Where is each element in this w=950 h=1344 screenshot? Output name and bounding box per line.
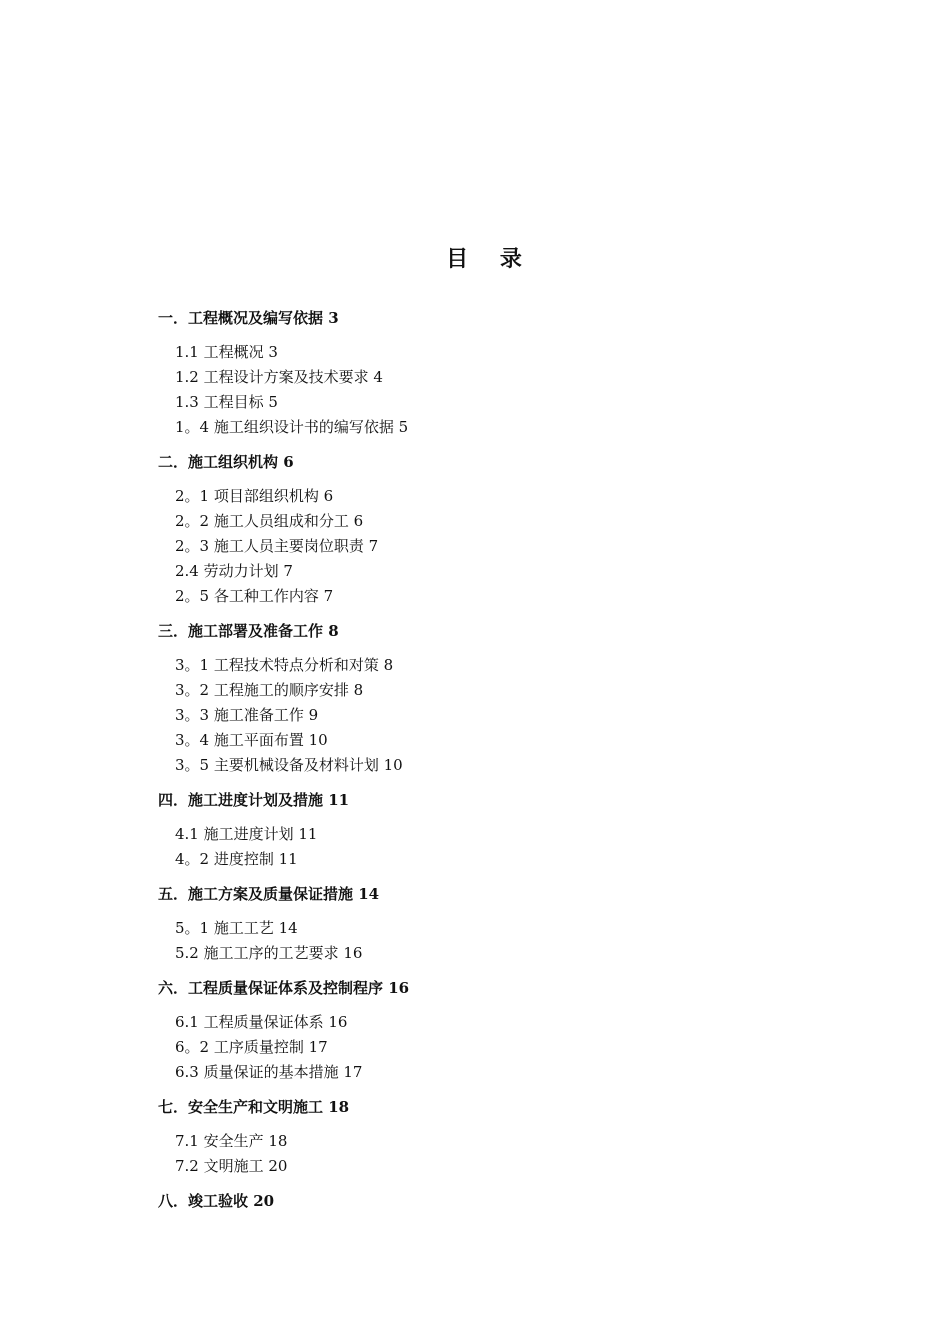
toc-title: 目 录 — [446, 246, 534, 272]
toc-section-heading[interactable]: 三．施工部署及准备工作 8 — [158, 622, 339, 640]
toc-section — [158, 1189, 798, 1213]
toc-entry[interactable]: 3。1 工程技术特点分析和对策 8 — [175, 656, 394, 674]
toc-entry[interactable]: 4.1 施工进度计划 11 — [175, 825, 318, 843]
toc-section-heading[interactable]: 二．施工组织机构 6 — [158, 453, 294, 471]
toc-section — [158, 976, 798, 1085]
toc-sub-list — [175, 1010, 798, 1085]
toc-entry[interactable]: 5。1 施工工艺 14 — [175, 919, 298, 937]
toc-entry[interactable]: 6。2 工序质量控制 17 — [175, 1038, 328, 1056]
toc-section-heading[interactable]: 五．施工方案及质量保证措施 14 — [158, 885, 380, 903]
toc-entry[interactable]: 2。5 各工种工作内容 7 — [175, 587, 334, 605]
toc-section — [158, 788, 798, 872]
toc-entry[interactable]: 1.3 工程目标 5 — [175, 393, 278, 411]
toc-entry[interactable]: 2。1 项目部组织机构 6 — [175, 487, 334, 505]
toc-entry[interactable]: 2.4 劳动力计划 7 — [175, 562, 293, 580]
toc-section — [158, 1095, 798, 1179]
toc-entry[interactable]: 4。2 进度控制 11 — [175, 850, 298, 868]
toc-entry[interactable]: 3。2 工程施工的顺序安排 8 — [175, 681, 364, 699]
toc-section-heading[interactable]: 一．工程概况及编写依据 3 — [158, 309, 339, 327]
toc-sub-list — [175, 484, 798, 609]
toc-entry[interactable]: 7.2 文明施工 20 — [175, 1157, 288, 1175]
toc-entry[interactable]: 1.1 工程概况 3 — [175, 343, 278, 361]
toc-entry[interactable]: 5.2 施工工序的工艺要求 16 — [175, 944, 363, 962]
toc-section-heading[interactable]: 八．竣工验收 20 — [158, 1192, 275, 1210]
toc-section-heading[interactable]: 四．施工进度计划及措施 11 — [158, 791, 350, 809]
toc-section-heading[interactable]: 七．安全生产和文明施工 18 — [158, 1098, 350, 1116]
toc-sub-list — [175, 822, 798, 872]
toc-sub-list — [175, 340, 798, 440]
toc-entry[interactable]: 3。4 施工平面布置 10 — [175, 731, 328, 749]
toc-section-heading[interactable]: 六．工程质量保证体系及控制程序 16 — [158, 979, 410, 997]
toc-section — [158, 619, 798, 778]
toc-section — [158, 882, 798, 966]
toc-entry[interactable]: 2。2 施工人员组成和分工 6 — [175, 512, 364, 530]
toc-entry[interactable]: 1。4 施工组织设计书的编写依据 5 — [175, 418, 409, 436]
table-of-contents — [158, 306, 798, 1213]
toc-section — [158, 450, 798, 609]
toc-sub-list — [175, 1129, 798, 1179]
toc-entry[interactable]: 3。3 施工准备工作 9 — [175, 706, 319, 724]
toc-entry[interactable]: 6.1 工程质量保证体系 16 — [175, 1013, 348, 1031]
toc-entry[interactable]: 3。5 主要机械设备及材料计划 10 — [175, 756, 403, 774]
toc-entry[interactable]: 2。3 施工人员主要岗位职责 7 — [175, 537, 379, 555]
toc-section — [158, 306, 798, 440]
toc-entry[interactable]: 1.2 工程设计方案及技术要求 4 — [175, 368, 383, 386]
toc-entry[interactable]: 7.1 安全生产 18 — [175, 1132, 288, 1150]
toc-entry[interactable]: 6.3 质量保证的基本措施 17 — [175, 1063, 363, 1081]
toc-sub-list — [175, 916, 798, 966]
toc-sub-list — [175, 653, 798, 778]
